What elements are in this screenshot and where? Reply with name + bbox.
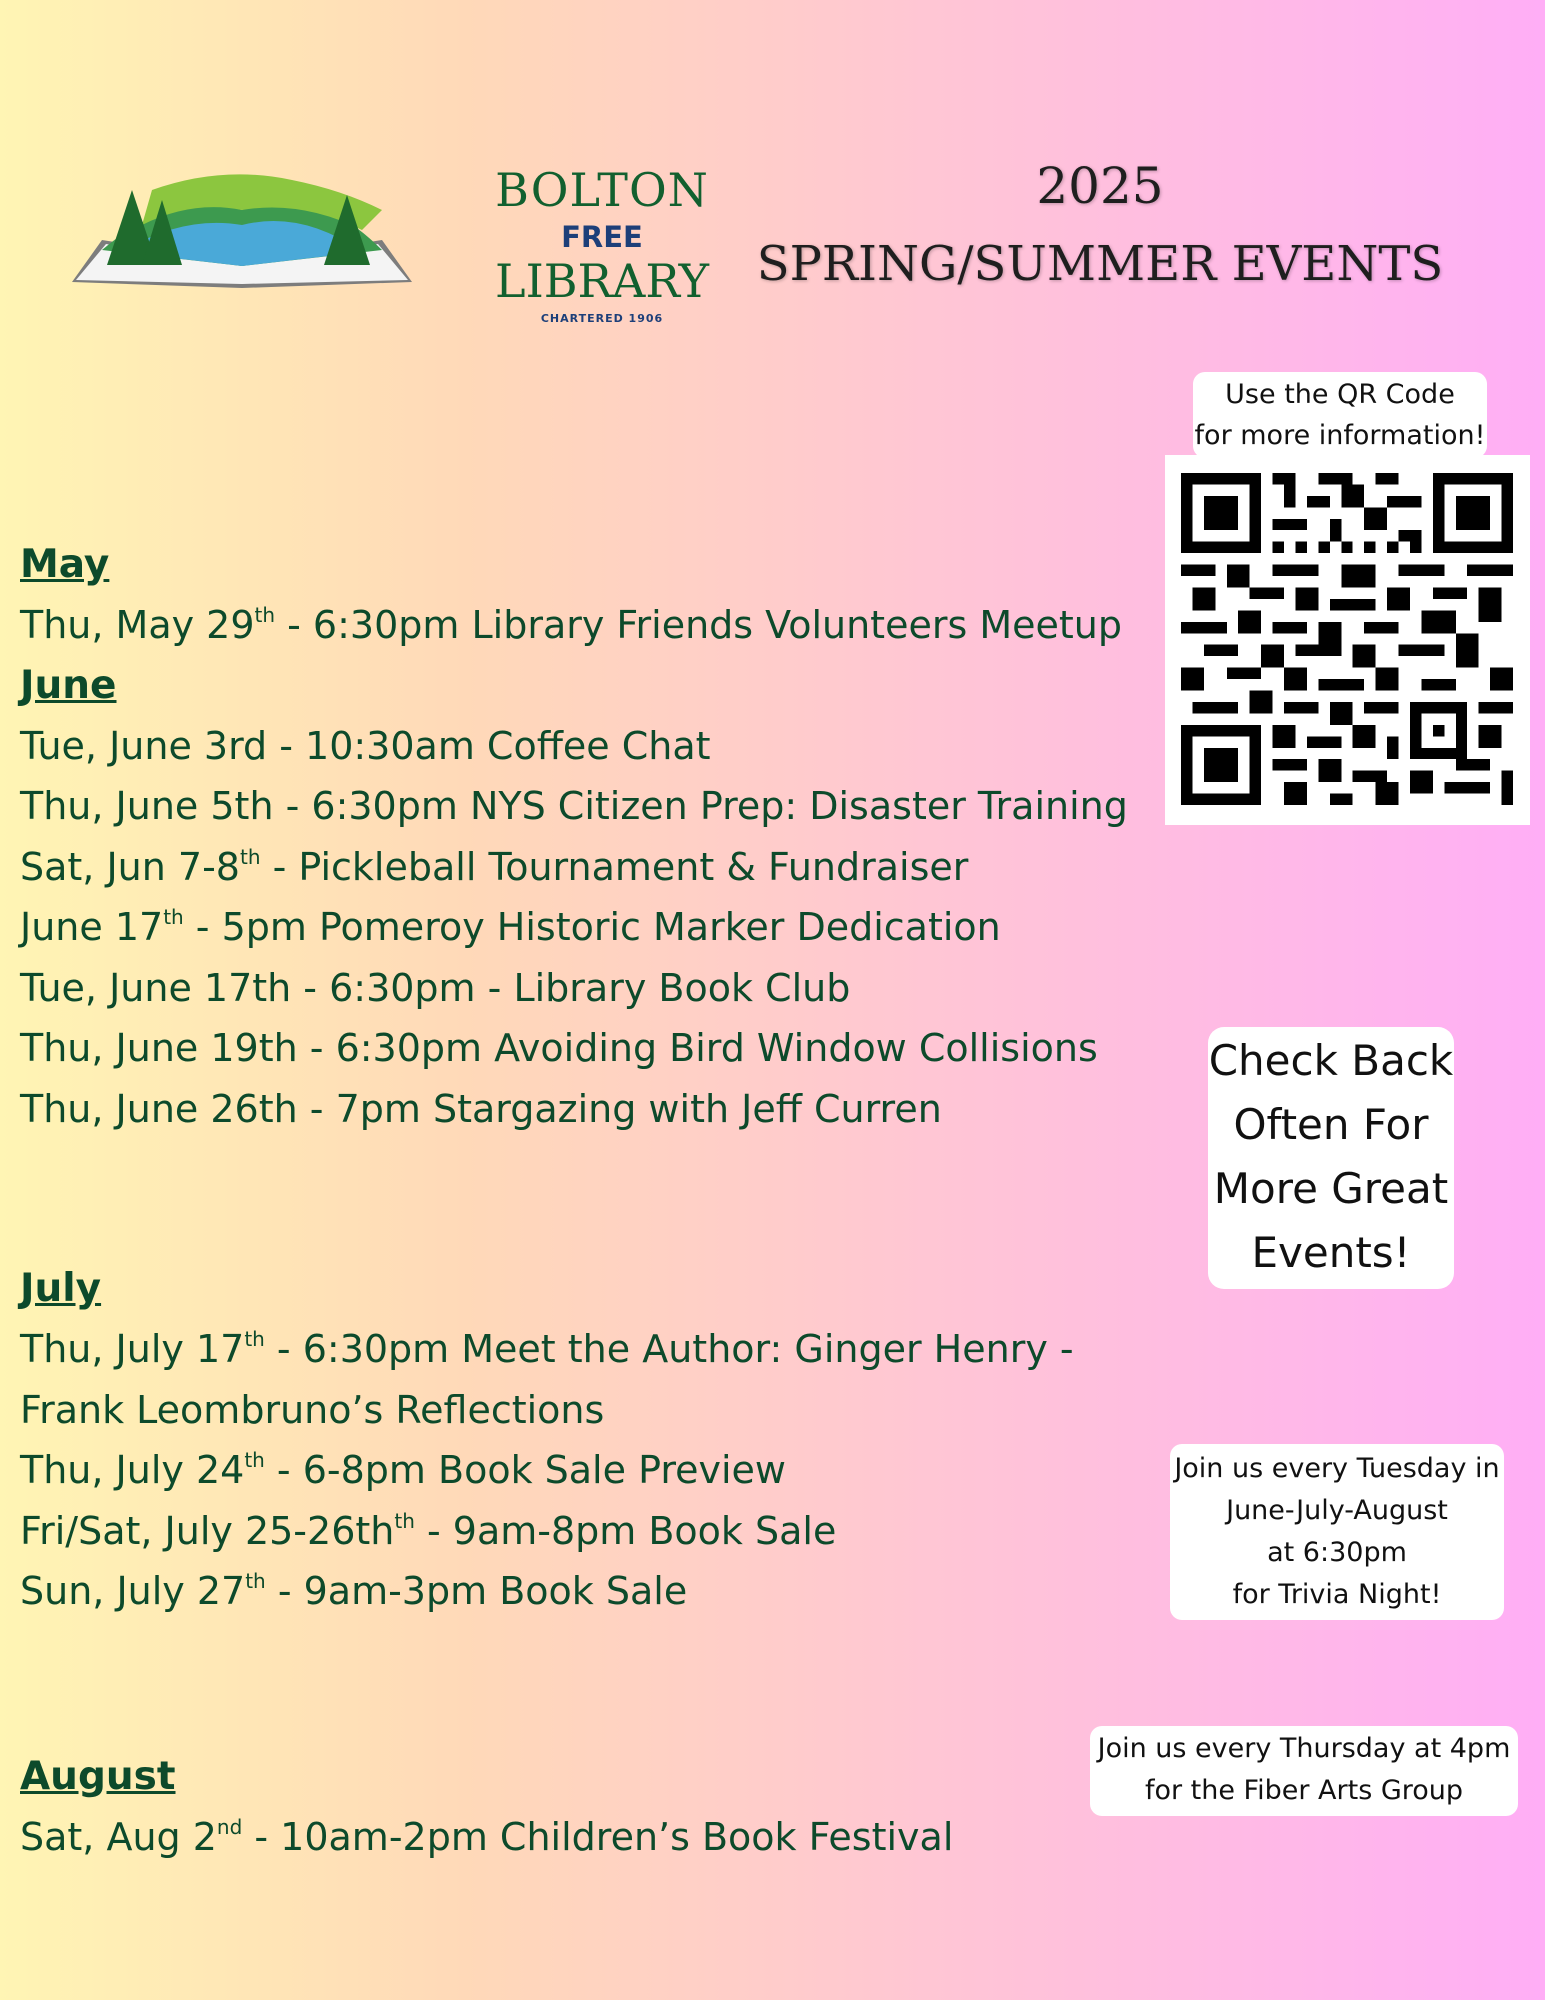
event-item: Sat, Jun 7-8th - Pickleball Tournament & Fundraiser [20, 844, 969, 889]
event-item: Sun, July 27th - 9am-3pm Book Sale [20, 1569, 688, 1613]
event-item: June 17th - 5pm Pomeroy Historic Marker Dedication [20, 905, 1001, 949]
event-item: Thu, July 17th - 6:30pm Meet the Author: Ginger Henry - [20, 1327, 1074, 1371]
event-item-continued: Frank Leombruno’s Reflections [20, 1387, 605, 1432]
month-heading-august: August [20, 1753, 176, 1799]
notice-line: Events! [1251, 1228, 1411, 1277]
logo-word-bolton: BOLTON [495, 163, 709, 217]
logo-chartered: CHARTERED 1906 [540, 312, 664, 325]
qr-caption-line: Use the QR Code [1225, 379, 1455, 410]
notice-line: for Trivia Night! [1232, 1579, 1442, 1610]
title-text: SPRING/SUMMER EVENTS [756, 236, 1444, 292]
notice-line: Join us every Tuesday in [1174, 1453, 1500, 1484]
qr-caption-line: for more information! [1194, 420, 1486, 451]
fiber-arts-notice [1090, 1726, 1518, 1816]
qr-code-icon [1181, 473, 1513, 805]
page-title [720, 150, 1480, 306]
notice-line: June-July-August [1226, 1495, 1448, 1526]
month-heading-june: June [20, 662, 117, 708]
check-back-notice [1208, 1027, 1454, 1289]
logo-wordmark [482, 160, 722, 325]
qr-code[interactable] [1165, 455, 1530, 825]
event-item: Thu, July 24th - 6-8pm Book Sale Preview [20, 1448, 786, 1492]
event-item: Thu, June 19th - 6:30pm Avoiding Bird Window Collisions [20, 1026, 1098, 1070]
events-list [20, 535, 1160, 1867]
logo-word-library: LIBRARY [495, 254, 709, 308]
open-book-landscape-icon [62, 170, 422, 300]
month-heading-july: July [20, 1266, 102, 1311]
notice-line: More Great [1213, 1164, 1449, 1213]
event-item: Thu, May 29th - 6:30pm Library Friends Volunteers Meetup [20, 603, 1122, 647]
event-item: Tue, June 3rd - 10:30am Coffee Chat [20, 723, 711, 768]
notice-line: Often For [1233, 1100, 1429, 1149]
event-item: Tue, June 17th - 6:30pm - Library Book Club [20, 965, 851, 1010]
notice-line: Join us every Thursday at 4pm [1097, 1733, 1511, 1764]
event-item: Fri/Sat, July $25-26th^{th} - 9am-8pm$ Book Sale [20, 1508, 837, 1553]
title-year: 2025 [1036, 157, 1164, 215]
library-logo [62, 160, 709, 325]
logo-word-free: FREE [561, 220, 643, 254]
trivia-night-notice [1170, 1444, 1504, 1620]
notice-line: for the Fiber Arts Group [1144, 1775, 1464, 1806]
qr-caption [1193, 372, 1487, 458]
notice-line: Check Back [1208, 1036, 1454, 1085]
event-item: Thu, June 5th - 6:30pm NYS Citizen Prep: Disaster Training [20, 784, 1128, 828]
month-heading-may: May [20, 542, 110, 587]
event-item: Thu, June 26th - 7pm Stargazing with Jeff Curren [20, 1086, 942, 1131]
notice-line: at 6:30pm [1267, 1537, 1407, 1568]
event-item: Sat, Aug 2nd - 10am-2pm Children’s Book Festival [20, 1814, 954, 1859]
